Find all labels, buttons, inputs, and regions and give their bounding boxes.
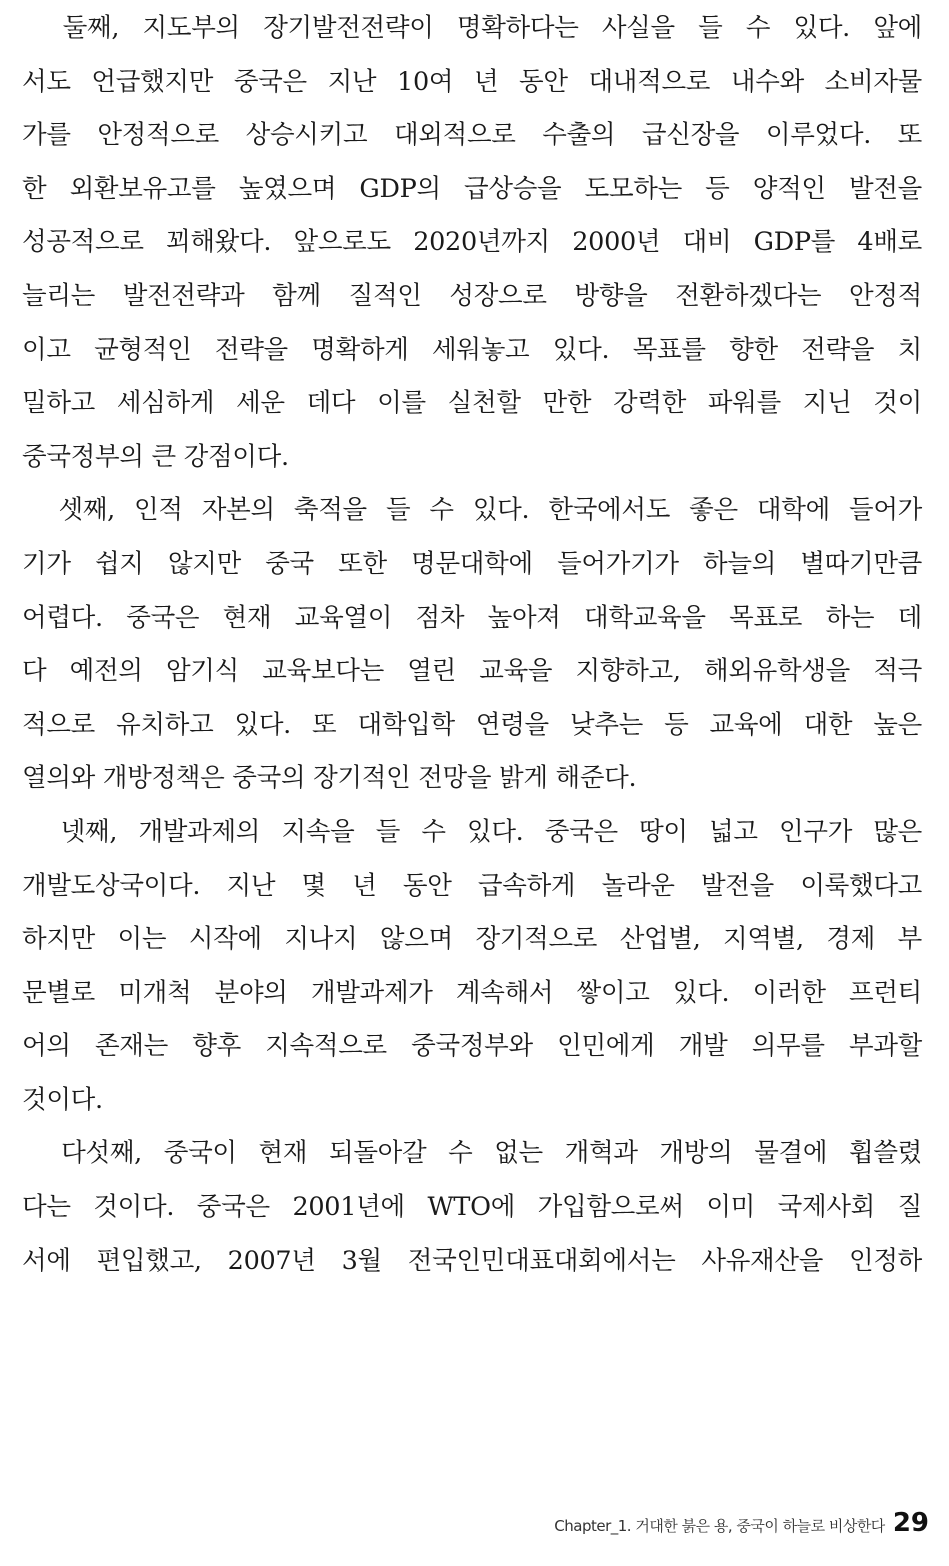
running-footer-chapter-title: Chapter_1. 거대한 붉은 용, 중국이 하늘로 비상한다 [554, 1517, 885, 1535]
text-line: 다섯째, 중국이 현재 되돌아갈 수 없는 개혁과 개방의 물결에 휩쓸렸 [22, 1138, 922, 1169]
text-line: 성공적으로 꾀해왔다. 앞으로도 2020년까지 2000년 대비 GDP를 4배로 [22, 227, 922, 258]
text-line: 가를 안정적으로 상승시키고 대외적으로 수출의 급신장을 이루었다. 또 [22, 120, 922, 151]
text-line: 어렵다. 중국은 현재 교육열이 점차 높아져 대학교육을 목표로 하는 데 [22, 602, 922, 633]
text-line: 개발도상국이다. 지난 몇 년 동안 급속하게 놀라운 발전을 이룩했다고 [22, 870, 922, 901]
text-line: 것이다. [22, 1084, 103, 1115]
text-line: 열의와 개방정책은 중국의 장기적인 전망을 밝게 해준다. [22, 763, 637, 794]
page-footer [554, 1508, 929, 1548]
text-line: 한 외환보유고를 높였으며 GDP의 급상승을 도모하는 등 양적인 발전을 [22, 173, 922, 204]
text-line: 늘리는 발전전략과 함께 질적인 성장으로 방향을 전환하겠다는 안정적 [22, 280, 922, 311]
paragraph-2nd [22, 2, 922, 484]
text-line: 기가 쉽지 않지만 중국 또한 명문대학에 들어가기가 하늘의 별따기만큼 [22, 548, 922, 579]
text-line: 서도 언급했지만 중국은 지난 10여 년 동안 대내적으로 내수와 소비자물 [22, 66, 922, 97]
text-line: 서에 편입했고, 2007년 3월 전국인민대표대회에서는 사유재산을 인정하 [22, 1245, 922, 1276]
text-line: 다 예전의 암기식 교육보다는 열린 교육을 지향하고, 해외유학생을 적극 [22, 656, 922, 687]
text-line: 이고 균형적인 전략을 명확하게 세워놓고 있다. 목표를 향한 전략을 치 [22, 334, 922, 365]
body-text [22, 2, 922, 1288]
text-line: 적으로 유치하고 있다. 또 대학입학 연령을 낮추는 등 교육에 대한 높은 [22, 709, 922, 740]
page-number: 29 [892, 1508, 929, 1538]
text-line: 넷째, 개발과제의 지속을 들 수 있다. 중국은 땅이 넓고 인구가 많은 [22, 816, 922, 847]
paragraph-3rd [22, 484, 922, 806]
text-line: 밀하고 세심하게 세운 데다 이를 실천할 만한 강력한 파워를 지닌 것이 [22, 388, 922, 419]
text-line: 셋째, 인적 자본의 축적을 들 수 있다. 한국에서도 좋은 대학에 들어가 [22, 495, 922, 526]
text-line: 하지만 이는 시작에 지나지 않으며 장기적으로 산업별, 지역별, 경제 부 [22, 924, 922, 955]
paragraph-4th [22, 806, 922, 1128]
text-line: 문별로 미개척 분야의 개발과제가 계속해서 쌓이고 있다. 이러한 프런티 [22, 977, 922, 1008]
text-line: 둘째, 지도부의 장기발전전략이 명확하다는 사실을 들 수 있다. 앞에 [22, 13, 922, 43]
paragraph-5th [22, 1127, 922, 1288]
text-line: 어의 존재는 향후 지속적으로 중국정부와 인민에게 개발 의무를 부과할 [22, 1031, 922, 1062]
text-line: 중국정부의 큰 강점이다. [22, 441, 289, 472]
text-line: 다는 것이다. 중국은 2001년에 WTO에 가입함으로써 이미 국제사회 질 [22, 1192, 922, 1223]
